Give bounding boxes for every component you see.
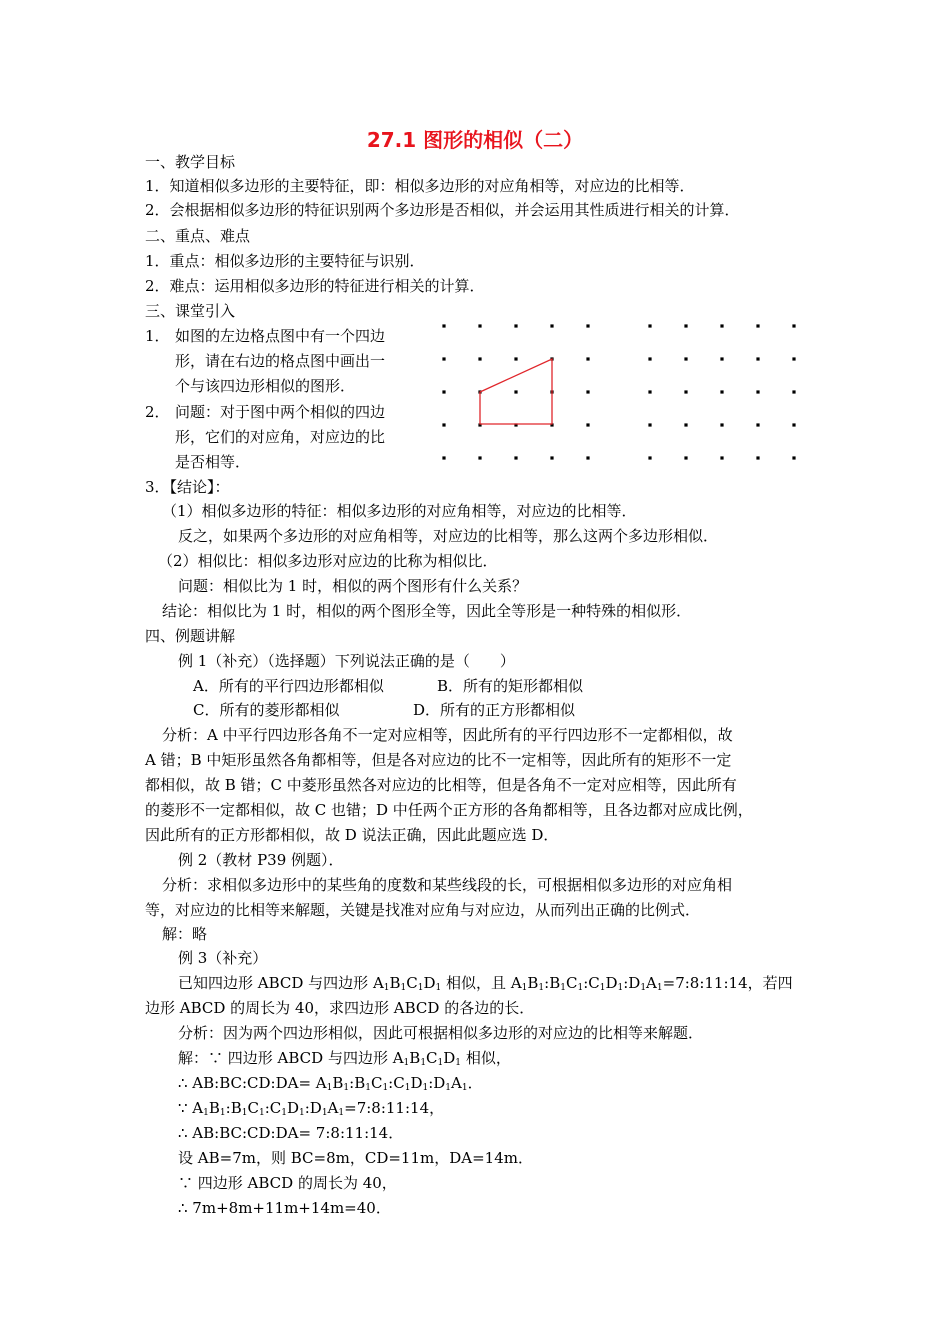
option-c: C．所有的菱形都相似 (193, 701, 340, 719)
example-3-problem-line-1: 已知四边形 ABCD 与四边形 $A_1B_1C_1D_1$ 相似，且 $A_1B_1:B_1C_1:C_1D_1:D_1A_1=7:8:11:14$，若四 (178, 974, 793, 993)
question-2-line-3: 是否相等． (175, 453, 251, 471)
right-grid-dot (684, 357, 687, 360)
conclusion-heading: 3．【结论】： (145, 478, 230, 496)
analysis-1-line-2: A 错；B 中矩形虽然各角都相等，但是各对应边的比不一定相等，因此所有的矩形不一定 (145, 751, 732, 769)
left-dot-grid (442, 324, 589, 459)
left-grid-dot (586, 390, 589, 393)
question-2-line-2: 形，它们的对应角，对应边的比 (175, 428, 386, 446)
right-grid-dot (720, 324, 723, 327)
left-grid-dot (442, 324, 445, 327)
right-grid-dot (720, 390, 723, 393)
right-grid-dot (756, 456, 759, 459)
right-grid-dot (792, 456, 795, 459)
right-grid-dot (756, 357, 759, 360)
section-heading-keypoints: 二、重点、难点 (145, 227, 251, 245)
solution-3-line-7: ∴ 7m+8m+11m+14m=40． (178, 1199, 391, 1217)
question-1-line-1: 如图的左边格点图中有一个四边 (175, 327, 386, 345)
right-grid-dot (648, 456, 651, 459)
section-heading-goals: 一、教学目标 (145, 153, 236, 171)
right-grid-dot (684, 390, 687, 393)
analysis-3: 分析：因为两个四边形相似，因此可根据相似多边形的对应边的比相等来解题． (178, 1024, 704, 1042)
solution-3-line-6: ∵ 四边形 ABCD 的周长为 40， (178, 1174, 397, 1192)
right-dot-grid (648, 324, 795, 459)
solution-2: 解：略 (162, 925, 208, 943)
option-d: D．所有的正方形都相似 (413, 701, 576, 719)
example-1-prompt: 例 1（补充）（选择题）下列说法正确的是（ ） (178, 652, 515, 670)
right-grid-dot (756, 423, 759, 426)
keypoint-item-1: 1．重点：相似多边形的主要特征与识别． (145, 252, 425, 270)
analysis-1-line-1: 分析：A 中平行四边形各角不一定对应相等，因此所有的平行四边形不一定都相似，故 (162, 726, 733, 744)
left-grid-dot (514, 357, 517, 360)
right-grid-dot (684, 456, 687, 459)
right-grid-dot (648, 390, 651, 393)
right-grid-dot (720, 423, 723, 426)
right-grid-dot (684, 423, 687, 426)
conclusion-5: 结论：相似比为 1 时，相似的两个图形全等，因此全等形是一种特殊的相似形． (162, 602, 692, 620)
left-grid-dot (478, 357, 481, 360)
left-grid-dot (550, 324, 553, 327)
right-grid-dot (720, 357, 723, 360)
right-grid-dot (756, 324, 759, 327)
goal-item-2: 2．会根据相似多边形的特征识别两个多边形是否相似，并会运用其性质进行相关的计算． (145, 201, 740, 219)
solution-3-line-2: ∴ AB:BC:CD:DA= $A_1B_1:B_1C_1:C_1D_1:D_1A_1$． (178, 1074, 483, 1093)
question-1-line-3: 个与该四边形相似的图形． (175, 377, 356, 395)
analysis-1-line-4: 的菱形不一定都相似，故 C 也错；D 中任两个正方形的各角都相等，且各边都对应成比例， (145, 801, 753, 819)
example-2-prompt: 例 2（教材 P39 例题）． (178, 851, 344, 869)
analysis-2-line-2: 等，对应边的比相等来解题，关键是找准对应角与对应边，从而列出正确的比例式． (145, 901, 701, 919)
analysis-1-line-3: 都相似，故 B 错；C 中菱形虽然各对应边的比相等，但是各角不一定对应相等，因此所有 (145, 776, 737, 794)
left-grid-dot (514, 456, 517, 459)
left-grid-dot (442, 423, 445, 426)
left-grid-dot (442, 456, 445, 459)
goal-item-1: 1．知道相似多边形的主要特征，即：相似多边形的对应角相等，对应边的比相等． (145, 177, 695, 195)
conclusion-4: 问题：相似比为 1 时，相似的两个图形有什么关系？ (178, 577, 528, 595)
left-grid-dot (478, 456, 481, 459)
solution-3-line-3: ∵ $A_1B_1:B_1C_1:C_1D_1:D_1A_1=7:8:11:14$， (178, 1099, 445, 1118)
option-b: B．所有的矩形都相似 (437, 677, 584, 695)
keypoint-item-2: 2．难点：运用相似多边形的特征进行相关的计算． (145, 277, 485, 295)
right-grid-dot (720, 456, 723, 459)
section-heading-examples: 四、例题讲解 (145, 627, 236, 645)
example-3-problem-line-2: 边形 ABCD 的周长为 40，求四边形 ABCD 的各边的长． (145, 999, 535, 1017)
right-grid-dot (648, 324, 651, 327)
left-grid-dot (586, 423, 589, 426)
example-3-label: 例 3（补充） (178, 949, 268, 967)
left-grid-dot (514, 390, 517, 393)
solution-3-line-1: 解：∵ 四边形 ABCD 与四边形 $A_1B_1C_1D_1$ 相似， (178, 1049, 511, 1068)
conclusion-3: （2）相似比：相似多边形对应边的比称为相似比． (158, 552, 498, 570)
question-1-line-2: 形，请在右边的格点图中画出一 (175, 352, 386, 370)
left-grid-dot (478, 324, 481, 327)
question-1-number: 1． (145, 327, 170, 345)
conclusion-2: 反之，如果两个多边形的对应角相等，对应边的比相等，那么这两个多边形相似． (178, 527, 719, 545)
question-2-number: 2． (145, 403, 170, 421)
right-grid-dot (792, 357, 795, 360)
solution-3-line-4: ∴ AB:BC:CD:DA= 7:8:11:14． (178, 1124, 404, 1142)
right-grid-dot (648, 423, 651, 426)
section-heading-intro: 三、课堂引入 (145, 302, 236, 320)
analysis-2-line-1: 分析：求相似多边形中的某些角的度数和某些线段的长，可根据相似多边形的对应角相 (162, 876, 733, 894)
left-grid-dot (442, 357, 445, 360)
conclusion-1: （1）相似多边形的特征：相似多边形的对应角相等，对应边的比相等． (162, 502, 637, 520)
left-grid-dot (586, 357, 589, 360)
right-grid-dot (684, 324, 687, 327)
left-grid-dot (442, 390, 445, 393)
analysis-1-line-5: 因此所有的正方形都相似，故 D 说法正确，因此此题应选 D． (145, 826, 559, 844)
right-grid-dot (756, 390, 759, 393)
left-grid-dot (586, 324, 589, 327)
left-grid-dot (514, 324, 517, 327)
right-grid-dot (648, 357, 651, 360)
question-2-line-1: 问题：对于图中两个相似的四边 (175, 403, 386, 421)
right-grid-dot (792, 423, 795, 426)
right-grid-dot (792, 390, 795, 393)
left-grid-dot (586, 456, 589, 459)
option-a: A．所有的平行四边形都相似 (193, 677, 384, 695)
right-grid-dot (792, 324, 795, 327)
left-grid-dot (550, 456, 553, 459)
lattice-figure (433, 316, 813, 471)
page-title: 27.1 图形的相似（二） (366, 128, 584, 152)
solution-3-line-5: 设 AB=7m，则 BC=8m，CD=11m，DA=14m． (178, 1149, 533, 1167)
